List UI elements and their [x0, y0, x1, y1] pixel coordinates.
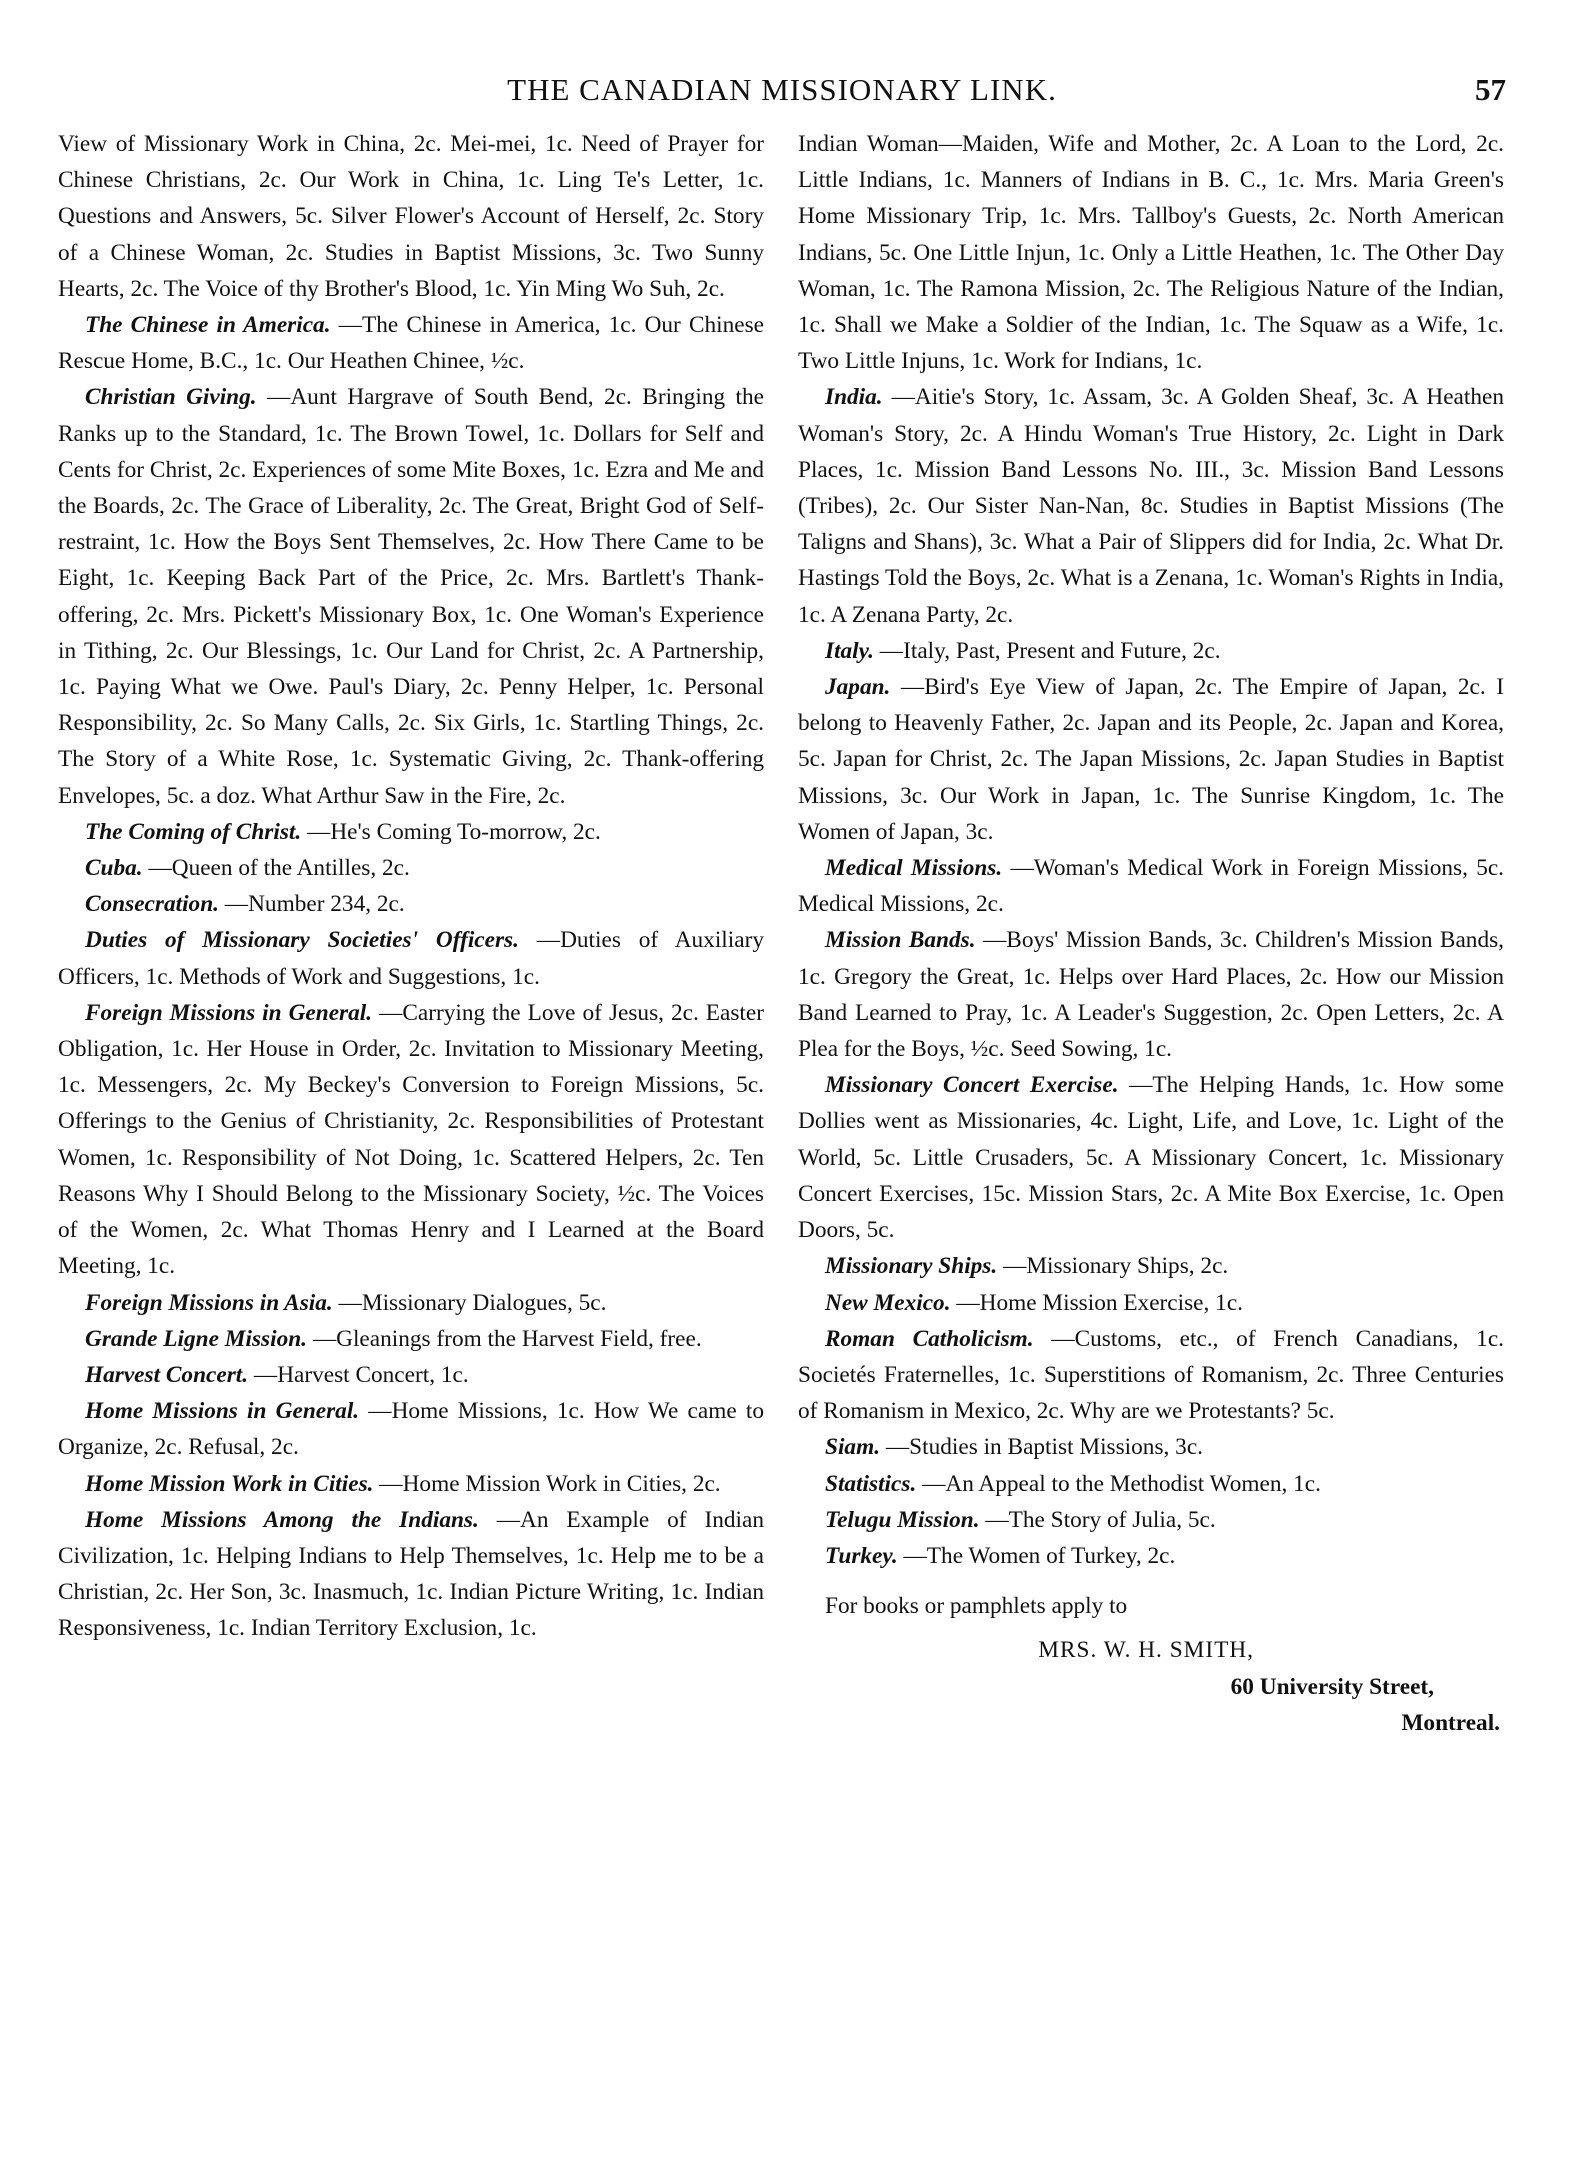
entry-category: Foreign Missions in Asia.	[85, 1289, 333, 1316]
entry-category: Medical Missions.	[825, 855, 1003, 882]
entry-text: —Missionary Dialogues, 5c.	[332, 1289, 607, 1316]
list-entry	[58, 850, 764, 886]
entry-text: —Gleanings from the Harvest Field, free.	[307, 1325, 702, 1352]
entry-text: —Customs, etc., of French Canadians, 1c. Societés Fraternelles, 1c. Superstitions of Romanism, 2c. Three Centuries of Romanism in Mexico, 2c. Why are we Protestants? 5c.	[798, 1325, 1504, 1425]
entry-text: Indian Woman—Maiden, Wife and Mother, 2c. A Loan to the Lord, 2c. Little Indians, 1c. Manners of Indians in B. C., 1c. Mrs. Maria Green's Home Missionary Trip, 1c. Mrs. Tallboy's Guests, 2c. North American Indians, 5c. One Little Injun, 1c. Only a Little Heathen, 1c. The Other Day Woman, 1c. The Ramona Mission, 2c. The Religious Nature of the Indian, 1c. Shall we Make a Soldier of the Indian, 1c. The Squaw as a Wife, 1c. Two Little Injuns, 1c. Work for Indians, 1c.	[798, 131, 1504, 375]
list-entry	[798, 1502, 1504, 1538]
entry-category: India.	[825, 384, 883, 411]
entry-text: —Harvest Concert, 1c.	[248, 1361, 469, 1388]
list-entry	[58, 307, 764, 379]
entry-text: —Italy, Past, Present and Future, 2c.	[873, 637, 1221, 664]
list-entry	[798, 126, 1504, 379]
entry-text: —An Example of Indian Civilization, 1c. Helping Indians to Help Themselves, 1c. Help me to be a Christian, 2c. Her Son, 3c. Inasmuch, 1c. Indian Picture Writing, 1c. Indian Responsiveness, 1c. Indian Territory Exclusion, 1c.	[58, 1506, 764, 1642]
entry-text: —Carrying the Love of Jesus, 2c. Easter Obligation, 1c. Her House in Order, 2c. Invitation to Missionary Meeting, 1c. Messengers, 2c. My Beckey's Conversion to Foreign Missions, 5c. Offerings to the Genius of Christianity, 2c. Responsibilities of Protestant Women, 1c. Responsibility of Not Doing, 1c. Scattered Helpers, 2c. Ten Reasons Why I Should Belong to the Missionary Society, ½c. The Voices of the Women, 2c. What Thomas Henry and I Learned at the Board Meeting, 1c.	[58, 999, 764, 1280]
list-entry	[58, 922, 764, 994]
list-entry	[798, 850, 1504, 922]
entry-category: Home Missions Among the Indians.	[85, 1506, 479, 1533]
list-entry	[58, 886, 764, 922]
list-entry	[58, 1321, 764, 1357]
entry-category: Foreign Missions in General.	[85, 999, 373, 1026]
page-number: 57	[1475, 72, 1506, 107]
entry-text: —Aunt Hargrave of South Bend, 2c. Bringing the Ranks up to the Standard, 1c. The Brown Towel, 1c. Dollars for Self and Cents for Christ, 2c. Experiences of some Mite Boxes, 1c. Ezra and Me and the Boards, 2c. The Grace of Liberality, 2c. The Great, Bright God of Self-restraint, 1c. How the Boys Sent Themselves, 2c. How There Came to be Eight, 1c. Keeping Back Part of the Price, 2c. Mrs. Bartlett's Thank-offering, 2c. Mrs. Pickett's Missionary Box, 1c. One Woman's Experience in Tithing, 2c. Our Blessings, 1c. Our Land for Christ, 2c. A Partnership, 1c. Paying What we Owe. Paul's Diary, 2c. Penny Helper, 1c. Personal Responsibility, 2c. So Many Calls, 2c. Six Girls, 1c. Startling Things, 2c. The Story of a White Rose, 1c. Systematic Giving, 2c. Thank-offering Envelopes, 5c. a doz. What Arthur Saw in the Fire, 2c.	[58, 384, 765, 809]
entry-text: View of Missionary Work in China, 2c. Mei-mei, 1c. Need of Prayer for Chinese Christians, 2c. Our Work in China, 1c. Ling Te's Letter, 1c. Questions and Answers, 5c. Silver Flower's Account of Herself, 2c. Story of a Chinese Woman, 2c. Studies in Baptist Missions, 3c. Two Sunny Hearts, 2c. The Voice of thy Brother's Blood, 1c. Yin Ming Wo Suh, 2c.	[58, 131, 764, 302]
page-title: THE CANADIAN MISSIONARY LINK.	[507, 72, 1057, 107]
page-header	[58, 72, 1506, 120]
entry-category: Siam.	[825, 1434, 881, 1461]
entry-category: The Chinese in America.	[85, 312, 331, 339]
entry-category: New Mexico.	[825, 1289, 951, 1316]
entry-category: Home Mission Work in Cities.	[85, 1470, 374, 1497]
list-entry	[58, 814, 764, 850]
entry-text: —Home Missions, 1c. How We came to Organize, 2c. Refusal, 2c.	[58, 1398, 764, 1461]
list-entry	[58, 995, 764, 1285]
contact-street: 60 University Street,	[1230, 1673, 1434, 1700]
contact-name: MRS. W. H. SMITH,	[1038, 1637, 1254, 1664]
entry-text: —Home Mission Work in Cities, 2c.	[373, 1470, 721, 1497]
entry-category: Home Missions in General.	[85, 1398, 360, 1425]
list-entry	[798, 1429, 1504, 1465]
list-entry	[798, 1067, 1504, 1248]
entry-text: —Queen of the Antilles, 2c.	[142, 855, 410, 882]
entry-text: —Duties of Auxiliary Officers, 1c. Methods of Work and Suggestions, 1c.	[58, 927, 764, 990]
entry-category: Roman Catholicism.	[825, 1325, 1034, 1352]
list-entry	[798, 669, 1504, 850]
entry-category: Italy.	[825, 637, 874, 664]
contact-city: Montreal.	[1401, 1709, 1500, 1736]
entry-text: —The Story of Julia, 5c.	[979, 1506, 1216, 1533]
entry-category: Consecration.	[85, 891, 219, 918]
entry-text: —He's Coming To-morrow, 2c.	[301, 818, 601, 845]
entry-text: —Boys' Mission Bands, 3c. Children's Mission Bands, 1c. Gregory the Great, 1c. Helps over Hard Places, 2c. How our Mission Band Learned to Pray, 1c. A Leader's Suggestion, 2c. Open Letters, 2c. A Plea for the Boys, ½c. Seed Sowing, 1c.	[798, 927, 1504, 1063]
list-entry	[58, 126, 764, 307]
apply-note: For books or pamphlets apply to	[825, 1593, 1128, 1620]
entry-text: —Woman's Medical Work in Foreign Missions, 5c. Medical Missions, 2c.	[798, 855, 1505, 918]
entry-category: Cuba.	[85, 855, 143, 882]
entry-category: Turkey.	[825, 1542, 898, 1569]
list-entry	[58, 1393, 764, 1465]
left-column	[58, 126, 764, 1647]
entry-text: —Missionary Ships, 2c.	[997, 1253, 1229, 1280]
entry-text: —Number 234, 2c.	[218, 891, 405, 918]
entry-text: —Aitie's Story, 1c. Assam, 3c. A Golden Sheaf, 3c. A Heathen Woman's Story, 2c. A Hindu Woman's True History, 2c. Light in Dark Places, 1c. Mission Band Lessons No. III., 3c. Mission Band Lessons (Tribes), 2c. Our Sister Nan-Nan, 8c. Studies in Baptist Missions (The Taligns and Shans), 3c. What a Pair of Slippers did for India, 2c. What Dr. Hastings Told the Boys, 2c. What is a Zenana, 1c. Woman's Rights in India, 1c. A Zenana Party, 2c.	[798, 384, 1504, 628]
entry-text: —An Appeal to the Methodist Women, 1c.	[916, 1470, 1321, 1497]
list-entry	[798, 379, 1504, 632]
entry-category: Missionary Ships.	[825, 1253, 998, 1280]
list-entry	[58, 1357, 764, 1393]
list-entry	[58, 1466, 764, 1502]
list-entry	[798, 1538, 1504, 1574]
entry-category: Harvest Concert.	[85, 1361, 249, 1388]
list-entry	[58, 1502, 764, 1647]
entry-text: —The Women of Turkey, 2c.	[897, 1542, 1176, 1569]
entry-category: Missionary Concert Exercise.	[825, 1072, 1119, 1099]
list-entry	[58, 379, 764, 813]
list-entry	[798, 1285, 1504, 1321]
entry-category: Statistics.	[825, 1470, 917, 1497]
list-entry	[798, 1248, 1504, 1284]
entry-text: —The Helping Hands, 1c. How some Dollies went as Missionaries, 4c. Light, Life, and Love, 1c. Light of the World, 5c. Little Crusaders, 5c. A Missionary Concert, 1c. Missionary Concert Exercises, 15c. Mission Stars, 2c. A Mite Box Exercise, 1c. Open Doors, 5c.	[798, 1072, 1505, 1244]
entry-text: —Home Mission Exercise, 1c.	[950, 1289, 1243, 1316]
entry-category: Duties of Missionary Societies' Officers.	[85, 927, 519, 954]
entry-category: Telugu Mission.	[825, 1506, 980, 1533]
entry-text: —Bird's Eye View of Japan, 2c. The Empire of Japan, 2c. I belong to Heavenly Father, 2c. Japan and its People, 2c. Japan and Korea, 5c. Japan for Christ, 2c. The Japan Missions, 2c. Japan Studies in Baptist Missions, 3c. Our Work in Japan, 1c. The Sunrise Kingdom, 1c. The Women of Japan, 3c.	[798, 674, 1504, 845]
entry-text: —Studies in Baptist Missions, 3c.	[880, 1434, 1203, 1461]
list-entry	[798, 1321, 1504, 1430]
entry-category: Mission Bands.	[825, 927, 976, 954]
right-column	[798, 126, 1504, 1741]
list-entry	[798, 922, 1504, 1067]
list-entry	[798, 1466, 1504, 1502]
entry-category: Grande Ligne Mission.	[85, 1325, 308, 1352]
entry-text: —The Chinese in America, 1c. Our Chinese Rescue Home, B.C., 1c. Our Heathen Chinee, ½c.	[58, 312, 765, 375]
list-entry	[58, 1285, 764, 1321]
entry-category: Christian Giving.	[85, 384, 257, 411]
entry-category: Japan.	[825, 674, 891, 701]
entry-category: The Coming of Christ.	[85, 818, 302, 845]
list-entry	[798, 633, 1504, 669]
